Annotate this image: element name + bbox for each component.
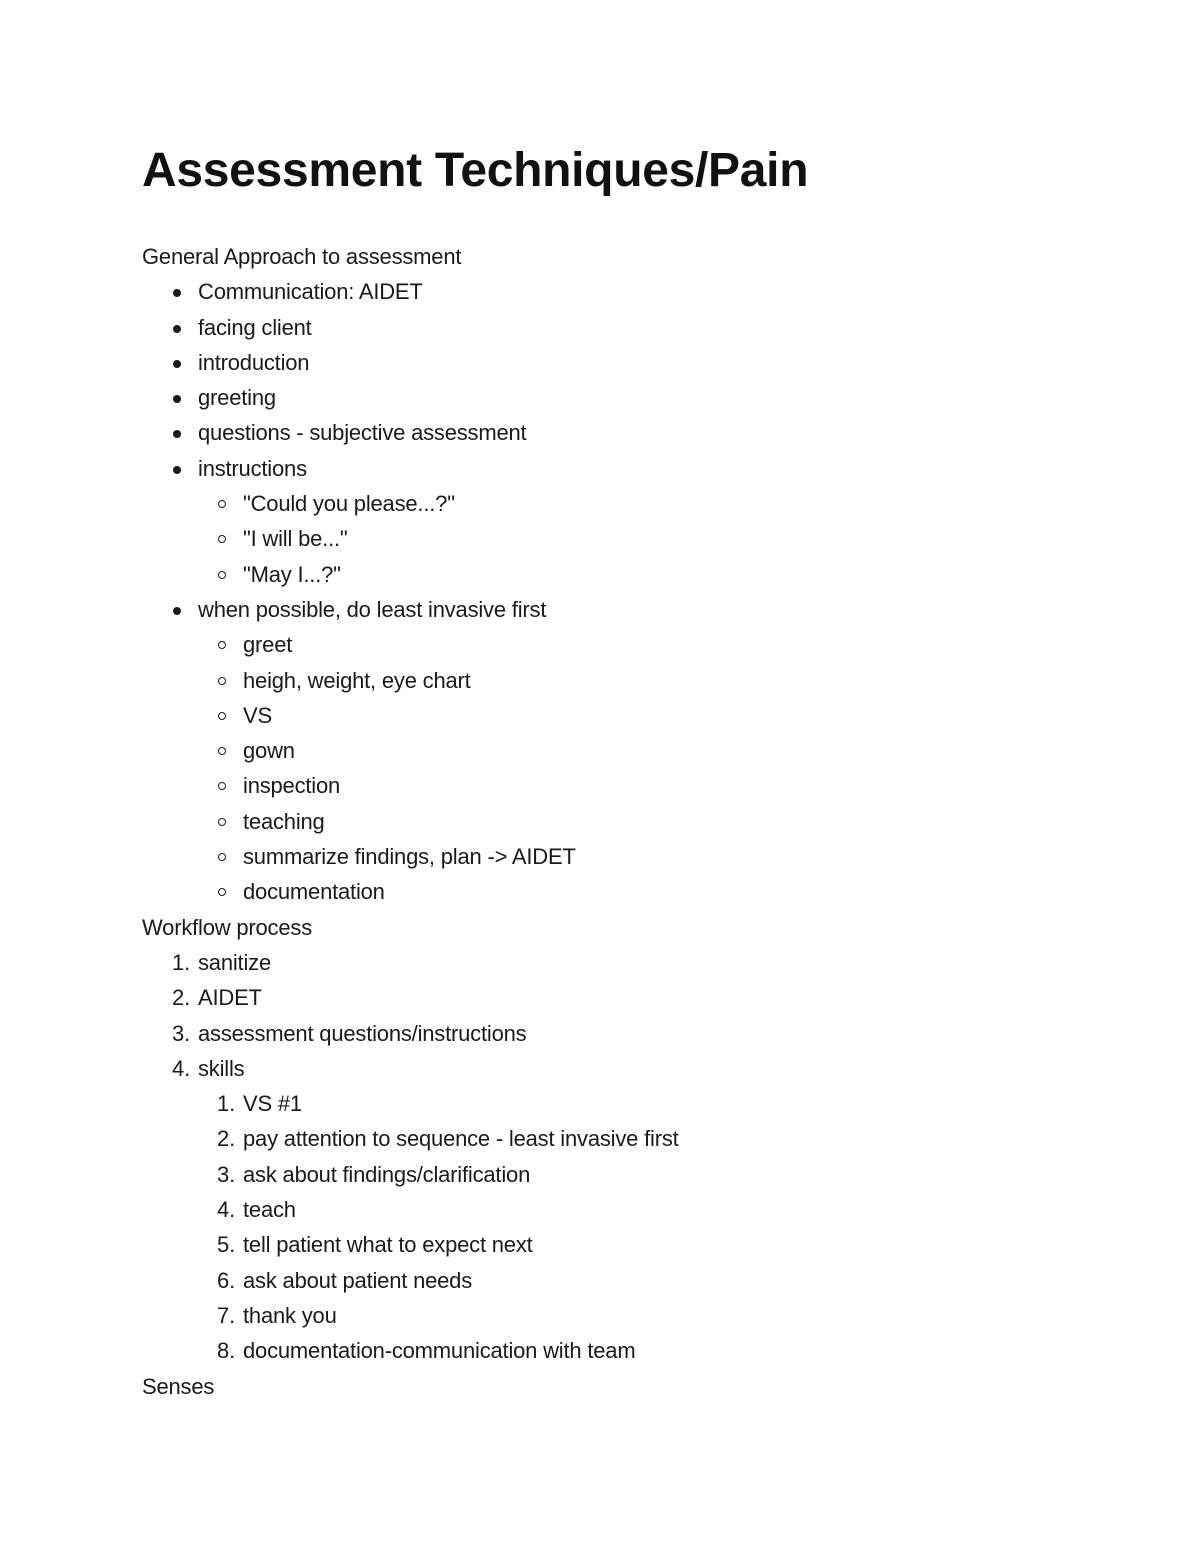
list-item [142, 980, 1102, 1015]
bullet-disc-icon [173, 395, 181, 403]
document-page [142, 140, 1102, 1404]
list-item-text: questions - subjective assessment [198, 420, 527, 446]
sub-list-item [198, 486, 1102, 521]
sub-list-item-text: pay attention to sequence - least invasive first [243, 1126, 679, 1152]
list-item [142, 415, 1102, 450]
list-item-text: sanitize [198, 949, 271, 975]
sub-list-item-text: VS #1 [243, 1091, 302, 1117]
list-item [142, 1051, 1102, 1369]
list-number: 8. [217, 1338, 235, 1364]
list-item [142, 310, 1102, 345]
list-number: 4. [217, 1197, 235, 1223]
sub-list-item [198, 839, 1102, 874]
bullet-circle-icon [218, 712, 226, 720]
bullet-circle-icon [218, 818, 226, 826]
sub-list-item [198, 733, 1102, 768]
bullet-circle-icon [218, 571, 226, 579]
sub-list-item [198, 768, 1102, 803]
sub-list-item [198, 1086, 1102, 1121]
sub-list-item [198, 1121, 1102, 1156]
list-item [142, 274, 1102, 309]
sub-list-item-text: VS [243, 702, 272, 728]
numbered-list [142, 945, 1102, 1369]
sub-bullet-list [198, 627, 1102, 909]
list-item-text: greeting [198, 385, 276, 411]
list-number: 1. [172, 949, 190, 975]
list-item-text: skills [198, 1055, 245, 1081]
list-item [142, 945, 1102, 980]
list-number: 3. [217, 1161, 235, 1187]
sub-list-item [198, 1157, 1102, 1192]
sub-list-item-text: inspection [243, 773, 341, 799]
sub-list-item-text: heigh, weight, eye chart [243, 667, 471, 693]
sub-list-item-text: ask about patient needs [243, 1267, 473, 1293]
title-spacer [142, 202, 1102, 239]
bullet-circle-icon [218, 747, 226, 755]
page-title: Assessment Techniques/Pain [142, 144, 809, 197]
sub-list-item [198, 1227, 1102, 1262]
sub-numbered-list [198, 1086, 1102, 1368]
sub-list-item [198, 1263, 1102, 1298]
bullet-disc-icon [173, 360, 181, 368]
list-number: 7. [217, 1302, 235, 1328]
sub-list-item-text: "May I...?" [243, 561, 341, 587]
list-item [142, 380, 1102, 415]
list-item [142, 592, 1102, 910]
list-item [142, 451, 1102, 592]
sub-list-item-text: documentation [243, 879, 385, 905]
sub-list-item-text: "I will be..." [243, 526, 348, 552]
bullet-circle-icon [218, 500, 226, 508]
list-item [142, 1016, 1102, 1051]
section-heading-workflow-process: Workflow process [142, 914, 312, 940]
list-item-text: introduction [198, 349, 310, 375]
list-number: 1. [217, 1091, 235, 1117]
bullet-disc-icon [173, 289, 181, 297]
bullet-circle-icon [218, 535, 226, 543]
list-number: 5. [217, 1232, 235, 1258]
sub-list-item [198, 1298, 1102, 1333]
bullet-disc-icon [173, 430, 181, 438]
sub-list-item [198, 627, 1102, 662]
sub-list-item-text: greet [243, 632, 293, 658]
bullet-circle-icon [218, 888, 226, 896]
list-item [142, 345, 1102, 380]
sub-list-item-text: tell patient what to expect next [243, 1232, 533, 1258]
sub-list-item-text: teaching [243, 808, 325, 834]
sub-list-item-text: thank you [243, 1302, 337, 1328]
list-item-text: Communication: AIDET [198, 279, 423, 305]
sub-bullet-list [198, 486, 1102, 592]
sub-list-item-text: "Could you please...?" [243, 491, 455, 517]
bullet-disc-icon [173, 466, 181, 474]
sub-list-item-text: summarize findings, plan -> AIDET [243, 844, 576, 870]
sub-list-item [198, 874, 1102, 909]
section-heading-senses: Senses [142, 1373, 215, 1399]
sub-list-item [198, 804, 1102, 839]
sub-list-item [198, 698, 1102, 733]
list-number: 2. [217, 1126, 235, 1152]
bullet-list [142, 274, 1102, 909]
section-heading-general-approach: General Approach to assessment [142, 244, 462, 269]
list-number: 3. [172, 1020, 190, 1046]
sub-list-item [198, 663, 1102, 698]
sub-list-item-text: ask about findings/clarification [243, 1161, 531, 1187]
list-item-text: facing client [198, 314, 312, 340]
sub-list-item [198, 1333, 1102, 1368]
list-item-text: instructions [198, 455, 307, 481]
list-item-text: AIDET [198, 985, 262, 1011]
list-number: 6. [217, 1267, 235, 1293]
sub-list-item [198, 521, 1102, 556]
bullet-circle-icon [218, 782, 226, 790]
bullet-circle-icon [218, 641, 226, 649]
bullet-disc-icon [173, 325, 181, 333]
bullet-circle-icon [218, 677, 226, 685]
sub-list-item-text: documentation-communication with team [243, 1338, 636, 1364]
bullet-disc-icon [173, 607, 181, 615]
bullet-circle-icon [218, 853, 226, 861]
sub-list-item-text: gown [243, 738, 295, 764]
list-item-text: when possible, do least invasive first [198, 596, 547, 622]
sub-list-item [198, 1192, 1102, 1227]
sub-list-item [198, 557, 1102, 592]
list-number: 4. [172, 1055, 190, 1081]
list-item-text: assessment questions/instructions [198, 1020, 527, 1046]
sub-list-item-text: teach [243, 1197, 296, 1223]
list-number: 2. [172, 985, 190, 1011]
